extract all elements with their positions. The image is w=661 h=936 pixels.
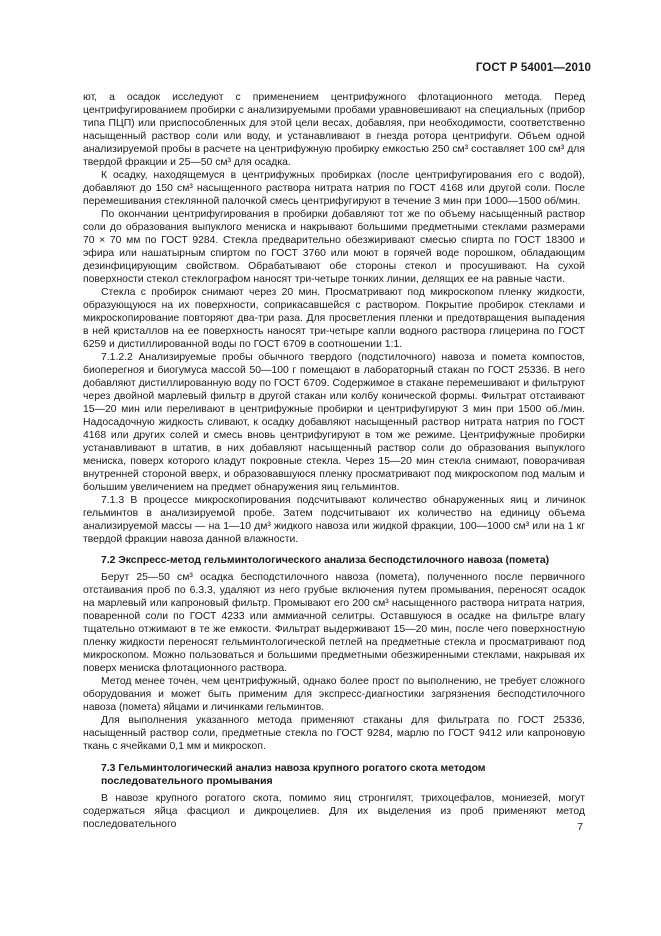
paragraph: Берут 25—50 см³ осадка бесподстилочного навоза (помета), полученного после первичного отстаивания проб по 6.3.3, удаляют из него грубые включения путем промывания, переносят осадок на марлевый или капроновый фильтр. Промывают его 200 см³ насыщенного раствора нитрата натрия, поваренной соли по ГОСТ 4233 или аммиачной селитры. Оставшуюся в осадке на фильтре влагу тщательно отжимают в те же емкости. Фильтрат выдерживают 15—20 мин, после чего поверхностную пленку жидкости переносят гельминтологической петлей на предметные стекла и просматривают под микроскопом. Можно пользоваться и большими предметными обезжиренными стеклами, накрывая их поверх мениска флотационного раствора. (83, 572, 585, 674)
page-content (83, 91, 585, 831)
page-number: 7 (577, 822, 583, 833)
paragraph-7-1-3: 7.1.3 В процессе микроскопирования подсчитывают количество обнаруженных яиц и личинок гельминтов в анализируемой пробе. Затем подсчитывают их количество на единицу объема анализируемой массы — на 1—10 дм³ жидкого навоза или жидкой фракции, 100—1000 см³ или на 1 кг твердой фракции навоза данной влажности. (83, 495, 585, 545)
paragraph: Метод менее точен, чем центрифужный, однако более прост по выполнению, не требует сложного оборудования и может быть применим для экспресс-диагностики загрязнения бесподстилочного навоза (помета) яйцами и личинками гельминтов. (83, 676, 585, 713)
paragraph: Стекла с пробирок снимают через 20 мин. Просматривают под микроскопом пленку жидкости, образующуюся на их поверхности, соприкасавшейся с раствором. Покрытие пробирок стеклами и микроскопирование повторяют два-три раза. Для просветления пленки и предотвращения выпадения в ней кристаллов на ее поверхность наносят три-четыре капли водного раствора глицерина по ГОСТ 6259 и дистиллированной воды по ГОСТ 6709 в соотношении 1:1. (83, 287, 585, 350)
paragraph: Для выполнения указанного метода применяют стаканы для фильтрата по ГОСТ 25336, насыщенный раствор соли, предметные стекла по ГОСТ 9284, марлю по ГОСТ 9412 или капроновую ткань с ячейками 0,1 мм и микроскоп. (83, 715, 585, 752)
standard-header: ГОСТ Р 54001—2010 (475, 62, 591, 74)
paragraph-7-1-2-2: 7.1.2.2 Анализируемые пробы обычного твердого (подстилочного) навоза и помета компостов, биоперегноя и биогумуса массой 50—100 г помещают в лабораторный стакан по ГОСТ 25336. В него добавляют дистиллированную воду по ГОСТ 6709. Содержимое в стакане перемешивают и фильтруют через двойной марлевый фильтр в другой стакан или колбу конической формы. Фильтрат отстаивают 15—20 мин или переливают в центрифужные пробирки и центрифугируют 3 мин при 1500 об./мин. Надосадочную жидкость сливают, к осадку добавляют насыщенный раствор нитрата натрия по ГОСТ 4168 или других солей и смесь вновь центрифугируют в том же режиме. Центрифужные пробирки устанавливают в штатив, в них добавляют насыщенный раствор соли до образования выпуклого мениска, поверх которого кладут покровные стекла. Через 15—20 мин стекла снимают, поворачивая внутренней стороной вверх, и образовавшуюся пленку просматривают под микроскопом под малым и большим увеличением на предмет обнаружения яиц гельминтов. (83, 352, 585, 493)
paragraph: К осадку, находящемуся в центрифужных пробирках (после центрифугирования его с водой), добавляют до 150 см³ насыщенного раствора нитрата натрия по ГОСТ 4168 или другой соли. После перемешивания стеклянной палочкой смесь центрифугируют в течение 3 мин при 1000—1500 об/мин. (83, 170, 585, 207)
section-7-3-heading-line2: последовательного промывания (101, 776, 273, 787)
section-7-3-heading (83, 762, 585, 788)
paragraph-continuation: ют, а осадок исследуют с применением центрифужного флотационного метода. Перед центрифугированием пробирки с анализируемыми пробами уравновешивают на специальных (прибор типа ПЦП) или приспособленных для этой цели весах, добавляя, при необходимости, соответственно насыщенный раствор соли или воду, и устанавливают в гнезда ротора центрифуги. Объем одной анализируемой пробы в расчете на центрифужную пробирку емкостью 250 см³ составляет 100 см³ для твердой фракции и 25—50 см³ для осадка. (83, 92, 585, 168)
paragraph: По окончании центрифугирования в пробирки добавляют тот же по объему насыщенный раствор соли до образования выпуклого мениска и накрывают большими предметными стеклами размерами 70 × 70 мм по ГОСТ 9284. Стекла предварительно обезжиривают смесью спирта по ГОСТ 18300 и эфира или нашатырным спиртом по ГОСТ 3760 или моют в горячей воде порошком, обладающим дезинфицирующим свойством. Обрабатывают обе стороны стекол и просушивают. На сухой поверхности стекол стеклографом наносят три-четыре тонких линии, делящих ее на равные части. (83, 209, 585, 285)
paragraph: В навозе крупного рогатого скота, помимо яиц стронгилят, трихоцефалов, мониезей, могут содержаться яйца фасциол и дикроцелиев. Для их выделения из проб применяют метод последовательного (83, 793, 585, 830)
section-7-2-heading: 7.2 Экспресс-метод гельминтологического анализа бесподстилочного навоза (помета) (101, 555, 550, 566)
section-7-3-heading-line1: 7.3 Гельминтологический анализ навоза крупного рогатого скота методом (101, 763, 486, 774)
